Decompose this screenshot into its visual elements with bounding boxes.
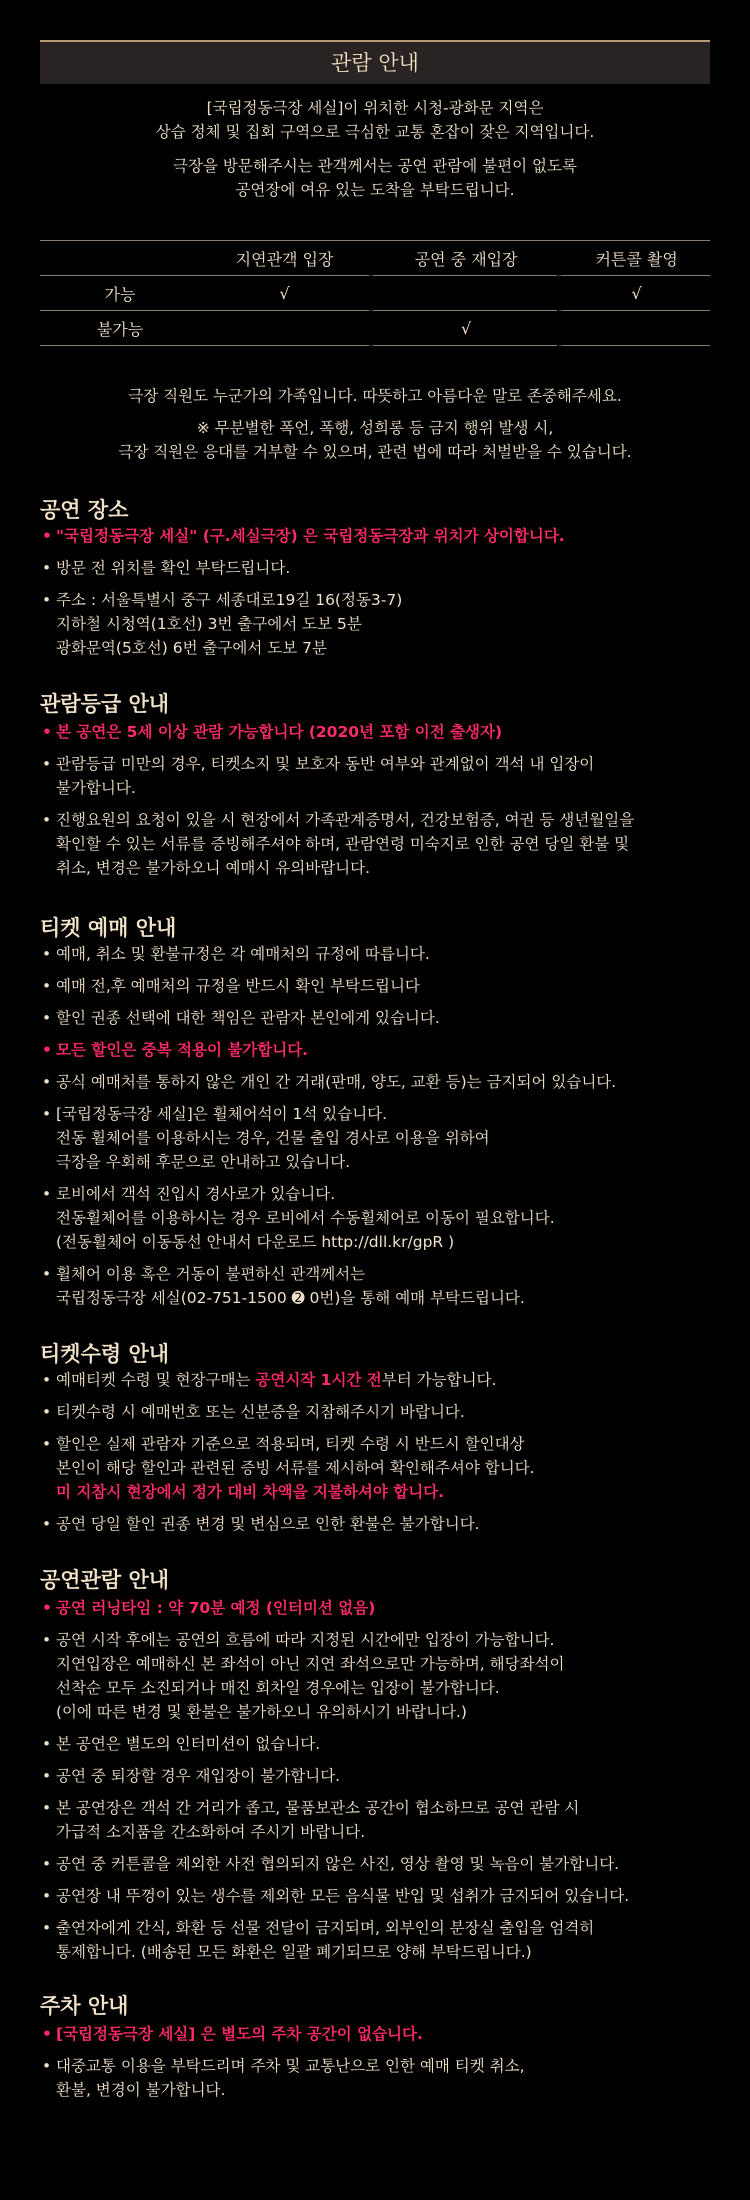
list-item [40,1512,720,1536]
list-item [40,1916,720,1964]
item-text: 전동 휠체어를 이용하시는 경우, 건물 출입 경사로 이용을 위하여 [56,1129,490,1147]
wheelchair-guide-link[interactable]: (전동휠체어 이동동선 안내서 다운로드 http://dll.kr/gpR ) [56,1233,455,1251]
item-text: 지연입장은 예매하신 본 좌석이 아닌 지연 좌석으로만 가능하며, 해당좌석이 [56,1655,565,1673]
venue-list [40,524,720,668]
item-text: [국립정동극장 세실] 은 별도의 주차 공간이 없습니다. [56,2025,423,2043]
item-text: • 관람등급 미만의 경우, 티켓소지 및 보호자 동반 여부와 관계없이 객석 내 입장이 [56,755,595,773]
item-text: • 주소 : 서울특별시 중구 세종대로19길 16(정동3-7) [56,591,403,609]
item-text: 환불, 변경이 불가합니다. [56,2081,226,2099]
page-title: 관람 안내 [40,40,710,84]
list-item [40,1102,720,1174]
item-text: • 본 공연장은 객석 간 거리가 좁고, 물품보관소 공간이 협소하므로 공연 관람 시 [56,1799,580,1817]
list-item [40,1628,720,1724]
item-text: (이에 따른 변경 및 환불은 불가하오니 유의하시기 바랍니다.) [56,1703,467,1721]
table-cell [369,276,557,311]
item-text: 예매, 취소 및 환불규정은 각 예매처의 규정에 따릅니다. [56,945,430,963]
list-item [40,1182,720,1254]
staff-respect-notice: 극장 직원도 누군가의 가족입니다. 따뜻하고 아름다운 말로 존중해주세요. [128,387,622,405]
item-text: • 휠체어 이용 혹은 거동이 불편하신 관객께서는 [56,1265,366,1283]
table-header-cell: 커튼콜 촬영 [557,241,710,276]
list-item [40,588,720,660]
item-text: 공연장 내 뚜껑이 있는 생수를 제외한 모든 음식물 반입 및 섭취가 금지되어 있습니다. [56,1887,630,1905]
item-text: "국립정동극장 세실" (구.세실극장) 은 국립정동극장과 위치가 상이합니다. [56,527,565,545]
section-title-venue: 공연 장소 [40,497,129,522]
row-label: 불가능 [40,311,200,346]
item-text: 방문 전 위치를 확인 부탁드립니다. [56,559,291,577]
table-row [40,276,710,311]
list-item [40,808,720,880]
item-text: 공연 중 커튼콜을 제외한 사전 협의되지 않은 사진, 영상 촬영 및 녹음이 불가합니다. [56,1855,620,1873]
item-text: 불가합니다. [56,779,136,797]
item-text: 전동휠체어를 이용하시는 경우 로비에서 수동휠체어로 이동이 필요합니다. [56,1209,555,1227]
item-text: 공식 예매처를 통하지 않은 개인 간 거래(판매, 양도, 교환 등)는 금지되어 있습니다. [56,1073,617,1091]
parking-list [40,2022,720,2110]
item-text: 국립정동극장 세실(02-751-1500 ➋ 0번)을 통해 예매 부탁드립니다. [56,1289,525,1307]
item-text: • 진행요원의 요청이 있을 시 현장에서 가족관계증명서, 건강보험증, 여권 등 생년월일을 [56,811,635,829]
list-item [40,942,720,966]
item-text: 부터 가능합니다. [381,1371,497,1389]
table-header-cell [40,241,200,276]
item-text: 본인이 해당 할인과 관련된 증빙 서류를 제시하여 확인해주셔야 합니다. [56,1459,535,1477]
list-item [40,720,720,744]
table-header-cell: 공연 중 재입장 [369,241,557,276]
rating-list [40,720,720,888]
table-header-cell: 지연관객 입장 [200,241,369,276]
intro-line: 극장을 방문해주시는 관객께서는 공연 관람에 불편이 없도록 [173,157,577,175]
list-item [40,1764,720,1788]
intro-paragraph-1 [40,96,710,144]
list-item [40,2022,720,2046]
item-text: 확인할 수 있는 서류를 증빙해주셔야 하며, 관람연령 미숙지로 인한 공연 당일 환불 및 [56,835,630,853]
booking-list [40,942,720,1318]
table-row [40,311,710,346]
item-text: • 로비에서 객석 진입시 경사로가 있습니다. [56,1185,336,1203]
item-text: 예매 전,후 예매처의 규정을 반드시 확인 부탁드립니다 [56,977,420,995]
item-text: 지하철 시청역(1호선) 3번 출구에서 도보 5분 [56,615,362,633]
item-emphasis: 공연시작 1시간 전 [255,1371,382,1389]
item-text: • 출연자에게 간식, 화환 등 선물 전달이 금지되며, 외부인의 분장실 출입을 엄격히 [56,1919,595,1937]
item-text: 할인 권종 선택에 대한 책임은 관람자 본인에게 있습니다. [56,1009,440,1027]
item-text: 모든 할인은 중복 적용이 불가합니다. [56,1041,309,1059]
item-text: 공연 러닝타임 : 약 70분 예정 (인터미션 없음) [56,1599,376,1617]
item-text: 티켓수령 시 예매번호 또는 신분증을 지참해주시기 바랍니다. [56,1403,465,1421]
list-item [40,1596,720,1620]
item-text: • 할인은 실제 관람자 기준으로 적용되며, 티켓 수령 시 반드시 할인대상 [56,1435,525,1453]
intro-line: 상습 정체 및 집회 구역으로 극심한 교통 혼잡이 잦은 지역입니다. [155,123,595,141]
section-title-rating: 관람등급 안내 [40,691,170,716]
list-item [40,1262,720,1310]
list-item [40,2054,720,2102]
item-text: 통제합니다. (배송된 모든 화환은 일괄 폐기되므로 양해 부탁드립니다.) [56,1943,532,1961]
section-title-booking: 티켓 예매 안내 [40,915,177,940]
list-item [40,1038,720,1062]
table-cell: √ [200,276,369,311]
list-item [40,1732,720,1756]
item-text: 예매티켓 수령 및 현장구매는 [56,1371,256,1389]
item-text: 공연 중 퇴장할 경우 재입장이 불가합니다. [56,1767,341,1785]
list-item [40,1884,720,1908]
item-text: 극장을 우회해 후문으로 안내하고 있습니다. [56,1153,351,1171]
list-item [40,1368,720,1392]
list-item [40,556,720,580]
list-item [40,1006,720,1030]
item-text: 공연 당일 할인 권종 변경 및 변심으로 인한 환불은 불가합니다. [56,1515,480,1533]
table-cell: √ [557,276,710,311]
table-cell [200,311,369,346]
item-text: 광화문역(5호선) 6번 출구에서 도보 7분 [56,639,328,657]
item-text: 본 공연은 별도의 인터미션이 없습니다. [56,1735,321,1753]
list-item [40,1070,720,1094]
table-cell [557,311,710,346]
item-text: 본 공연은 5세 이상 관람 가능합니다 (2020년 포함 이전 출생자) [56,723,503,741]
table-cell: √ [369,311,557,346]
item-text: • 공연 시작 후에는 공연의 흐름에 따라 지정된 시간에만 입장이 가능합니다. [56,1631,555,1649]
intro-line: 공연장에 여유 있는 도착을 부탁드립니다. [235,181,515,199]
notice-line: 극장 직원은 응대를 거부할 수 있으며, 관련 법에 따라 처벌받을 수 있습니다. [118,443,632,461]
row-label: 가능 [40,276,200,311]
list-item [40,1432,720,1504]
section-title-viewing: 공연관람 안내 [40,1567,170,1592]
intro-paragraph-2 [40,154,710,202]
item-emphasis: 미 지참시 현장에서 정가 대비 차액을 지불하셔야 합니다. [56,1483,445,1501]
item-text: 선착순 모두 소진되거나 매진 회차일 경우에는 입장이 불가합니다. [56,1679,500,1697]
list-item [40,1852,720,1876]
item-text: • [국립정동극장 세실]은 휠체어석이 1석 있습니다. [56,1105,388,1123]
item-text: 취소, 변경은 불가하오니 예매시 유의바랍니다. [56,859,371,877]
list-item [40,752,720,800]
pickup-list [40,1368,720,1544]
item-text: 가급적 소지품을 간소화하여 주시기 바랍니다. [56,1823,366,1841]
list-item [40,524,720,548]
list-item [40,1796,720,1844]
admission-policy-table [40,240,710,346]
list-item [40,974,720,998]
list-item [40,1400,720,1424]
notice-line: ※ 무분별한 폭언, 폭행, 성희롱 등 금지 행위 발생 시, [196,419,554,437]
table-header-row [40,241,710,276]
viewing-list [40,1596,720,1972]
prohibited-acts-notice [40,416,710,464]
item-text: • 대중교통 이용을 부탁드리며 주차 및 교통난으로 인한 예매 티켓 취소, [56,2057,525,2075]
section-title-pickup: 티켓수령 안내 [40,1341,170,1366]
section-title-parking: 주차 안내 [40,1993,129,2018]
intro-line: [국립정동극장 세실]이 위치한 시청-광화문 지역은 [206,99,544,117]
